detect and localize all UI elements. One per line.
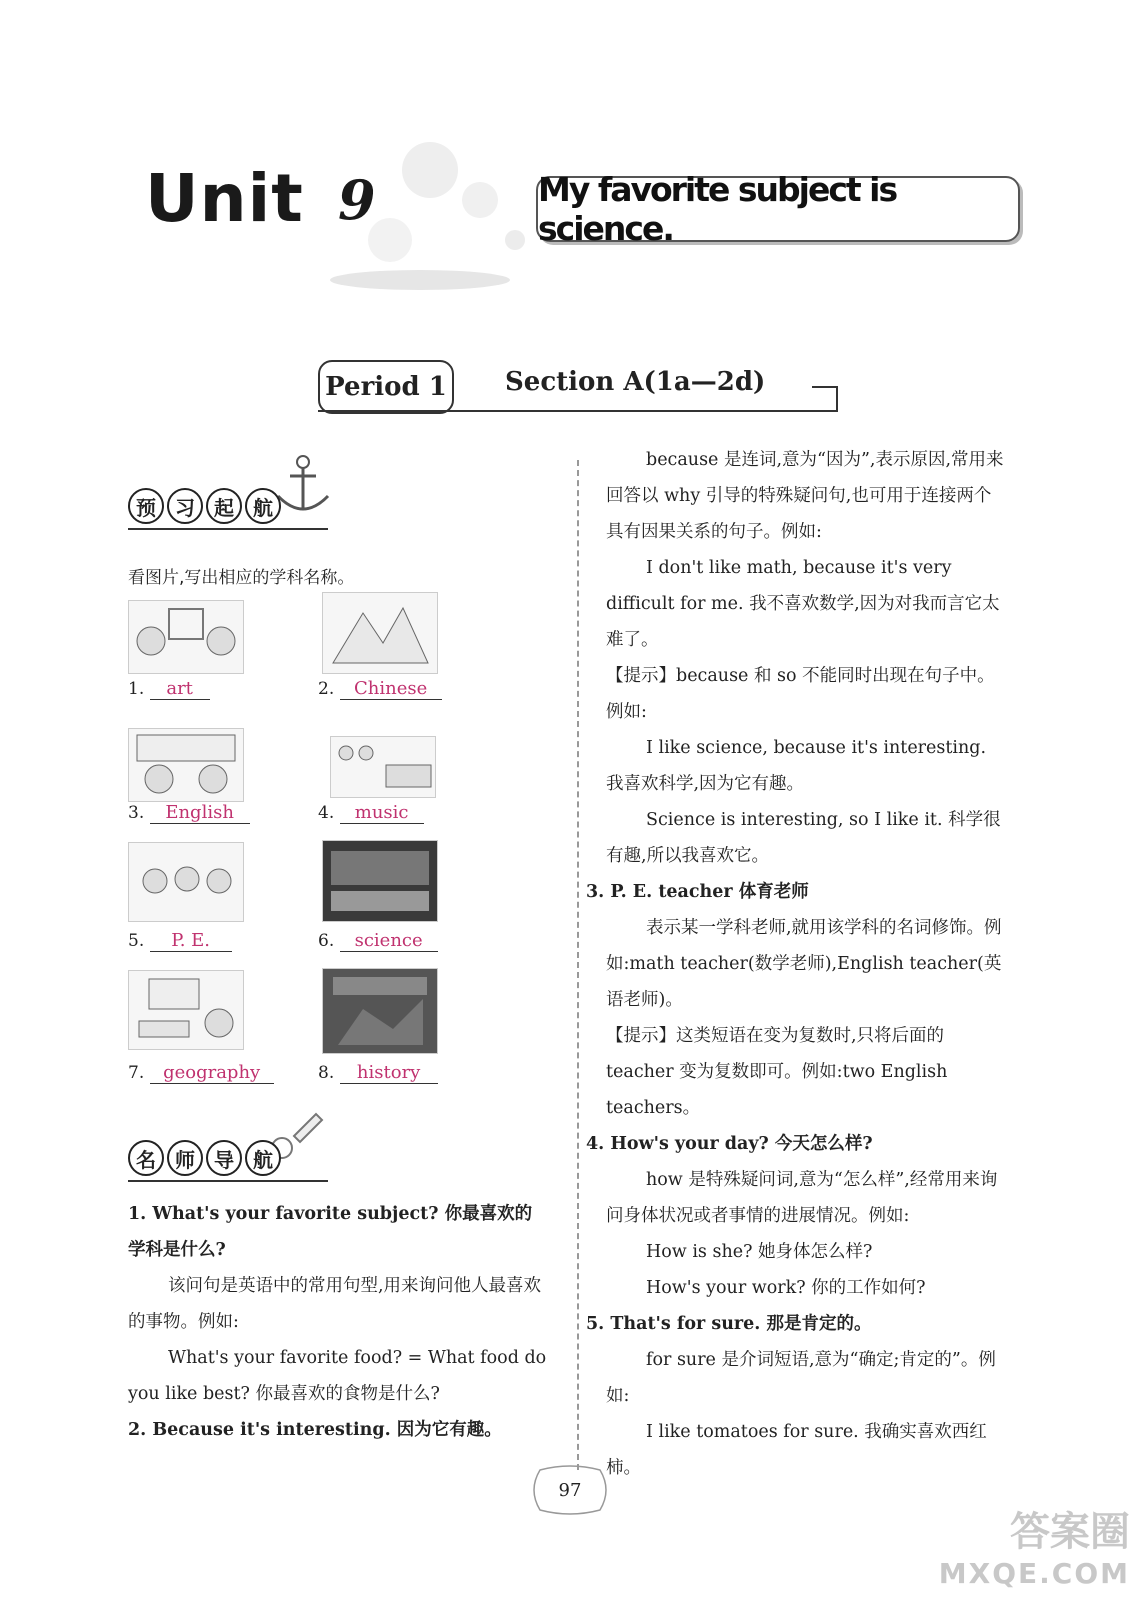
- answer-row: [128, 678, 210, 700]
- answer-number: 6.: [318, 931, 335, 951]
- preview-heading-underline: [128, 528, 328, 530]
- guide-example: I like tomatoes for sure. 我确实喜欢西红柿。: [606, 1422, 987, 1478]
- answer-row: [318, 678, 442, 700]
- answer-value: science: [340, 930, 438, 952]
- picture-pe: [128, 842, 244, 922]
- answer-number: 8.: [318, 1063, 335, 1083]
- guide-example: How's your work? 你的工作如何?: [646, 1278, 926, 1298]
- preview-heading-char: 预: [128, 488, 164, 524]
- guide-right-text: [586, 442, 1006, 1486]
- header-splash-decoration: [280, 130, 560, 310]
- answer-row: [318, 1062, 438, 1084]
- guide-point-body: 表示某一学科老师,就用该学科的名词修饰。例如:math teacher(数学老师),English teacher(英语老师)。: [606, 918, 1002, 1010]
- answer-row: [128, 802, 250, 824]
- picture-music: [330, 736, 436, 798]
- answer-number: 5.: [128, 931, 145, 951]
- answer-value: English: [150, 802, 250, 824]
- answer-row: [318, 930, 438, 952]
- answer-number: 7.: [128, 1063, 145, 1083]
- guide-heading-underline: [128, 1180, 328, 1182]
- picture-science: [322, 840, 438, 922]
- answer-value: art: [150, 678, 210, 700]
- watermark-line2: MXQE.COM: [938, 1557, 1130, 1590]
- guide-point-title: 4. How's your day? 今天怎么样?: [586, 1134, 873, 1154]
- answer-row: [318, 802, 424, 824]
- guide-example: How is she? 她身体怎么样?: [646, 1242, 873, 1262]
- section-label: Section A(1a—2d): [505, 367, 766, 397]
- answer-value: P. E.: [150, 930, 232, 952]
- answer-row: [128, 930, 232, 952]
- unit-number: 9: [338, 168, 376, 232]
- answer-value: Chinese: [340, 678, 442, 700]
- preview-heading: [128, 488, 281, 524]
- answer-value: history: [340, 1062, 438, 1084]
- guide-tip: 【提示】because 和 so 不能同时出现在句子中。例如:: [606, 666, 995, 722]
- column-divider: [577, 460, 579, 1470]
- page-number: [520, 1462, 620, 1518]
- guide-heading-char: 导: [206, 1140, 242, 1176]
- answer-row: [128, 1062, 274, 1084]
- guide-heading-char: 航: [245, 1140, 281, 1176]
- guide-point-title: 1. What's your favorite subject? 你最喜欢的学科是什么?: [128, 1204, 533, 1260]
- guide-heading-char: 名: [128, 1140, 164, 1176]
- answer-number: 4.: [318, 803, 335, 823]
- guide-heading-char: 师: [167, 1140, 203, 1176]
- guide-point-body: 该问句是英语中的常用句型,用来询问他人最喜欢的事物。例如:: [128, 1276, 542, 1332]
- unit-title: My favorite subject is science.: [536, 176, 1020, 242]
- preview-instruction: 看图片,写出相应的学科名称。: [128, 568, 355, 588]
- answer-number: 2.: [318, 679, 335, 699]
- guide-point-body: for sure 是介词短语,意为“确定;肯定的”。例如:: [606, 1350, 996, 1406]
- answer-number: 3.: [128, 803, 145, 823]
- guide-heading: [128, 1140, 281, 1176]
- guide-point-body: because 是连词,意为“因为”,表示原因,常用来回答以 why 引导的特殊疑问句,也可用于连接两个具有因果关系的句子。例如:: [606, 450, 1004, 542]
- guide-example: I don't like math, because it's very difficult for me. 我不喜欢数学,因为对我而言它太难了。: [606, 558, 1000, 650]
- picture-chinese: [322, 592, 438, 674]
- guide-tip: 【提示】这类短语在变为复数时,只将后面的 teacher 变为复数即可。例如:two English teachers。: [606, 1026, 948, 1118]
- preview-heading-char: 航: [245, 488, 281, 524]
- guide-point-body: how 是特殊疑问词,意为“怎么样”,经常用来询问身体状况或者事情的进展情况。例如:: [606, 1170, 998, 1226]
- period-underline: [318, 410, 836, 412]
- picture-english: [128, 728, 244, 802]
- picture-history: [322, 968, 438, 1054]
- answer-value: music: [340, 802, 424, 824]
- guide-example: Science is interesting, so I like it. 科学很有趣,所以我喜欢它。: [606, 810, 1001, 866]
- picture-geography: [128, 970, 244, 1050]
- picture-art: [128, 600, 244, 674]
- page-number-text: 97: [558, 1479, 582, 1501]
- guide-left-text: [128, 1196, 548, 1448]
- answer-number: 1.: [128, 679, 145, 699]
- guide-point-title: 3. P. E. teacher 体育老师: [586, 882, 809, 902]
- unit-word: Unit: [145, 160, 304, 237]
- preview-heading-char: 习: [167, 488, 203, 524]
- guide-point-title: 5. That's for sure. 那是肯定的。: [586, 1314, 872, 1334]
- watermark: [915, 1500, 1130, 1590]
- answer-value: geography: [150, 1062, 274, 1084]
- period-label: Period 1: [318, 360, 454, 414]
- guide-point-title: 2. Because it's interesting. 因为它有趣。: [128, 1420, 502, 1440]
- guide-example: I like science, because it's interesting. 我喜欢科学,因为它有趣。: [606, 738, 987, 794]
- watermark-line1: 答案圈: [1010, 1509, 1130, 1555]
- preview-heading-char: 起: [206, 488, 242, 524]
- guide-example: What's your favorite food? = What food do you like best? 你最喜欢的食物是什么?: [128, 1348, 547, 1404]
- period-hook-decoration: [812, 386, 838, 412]
